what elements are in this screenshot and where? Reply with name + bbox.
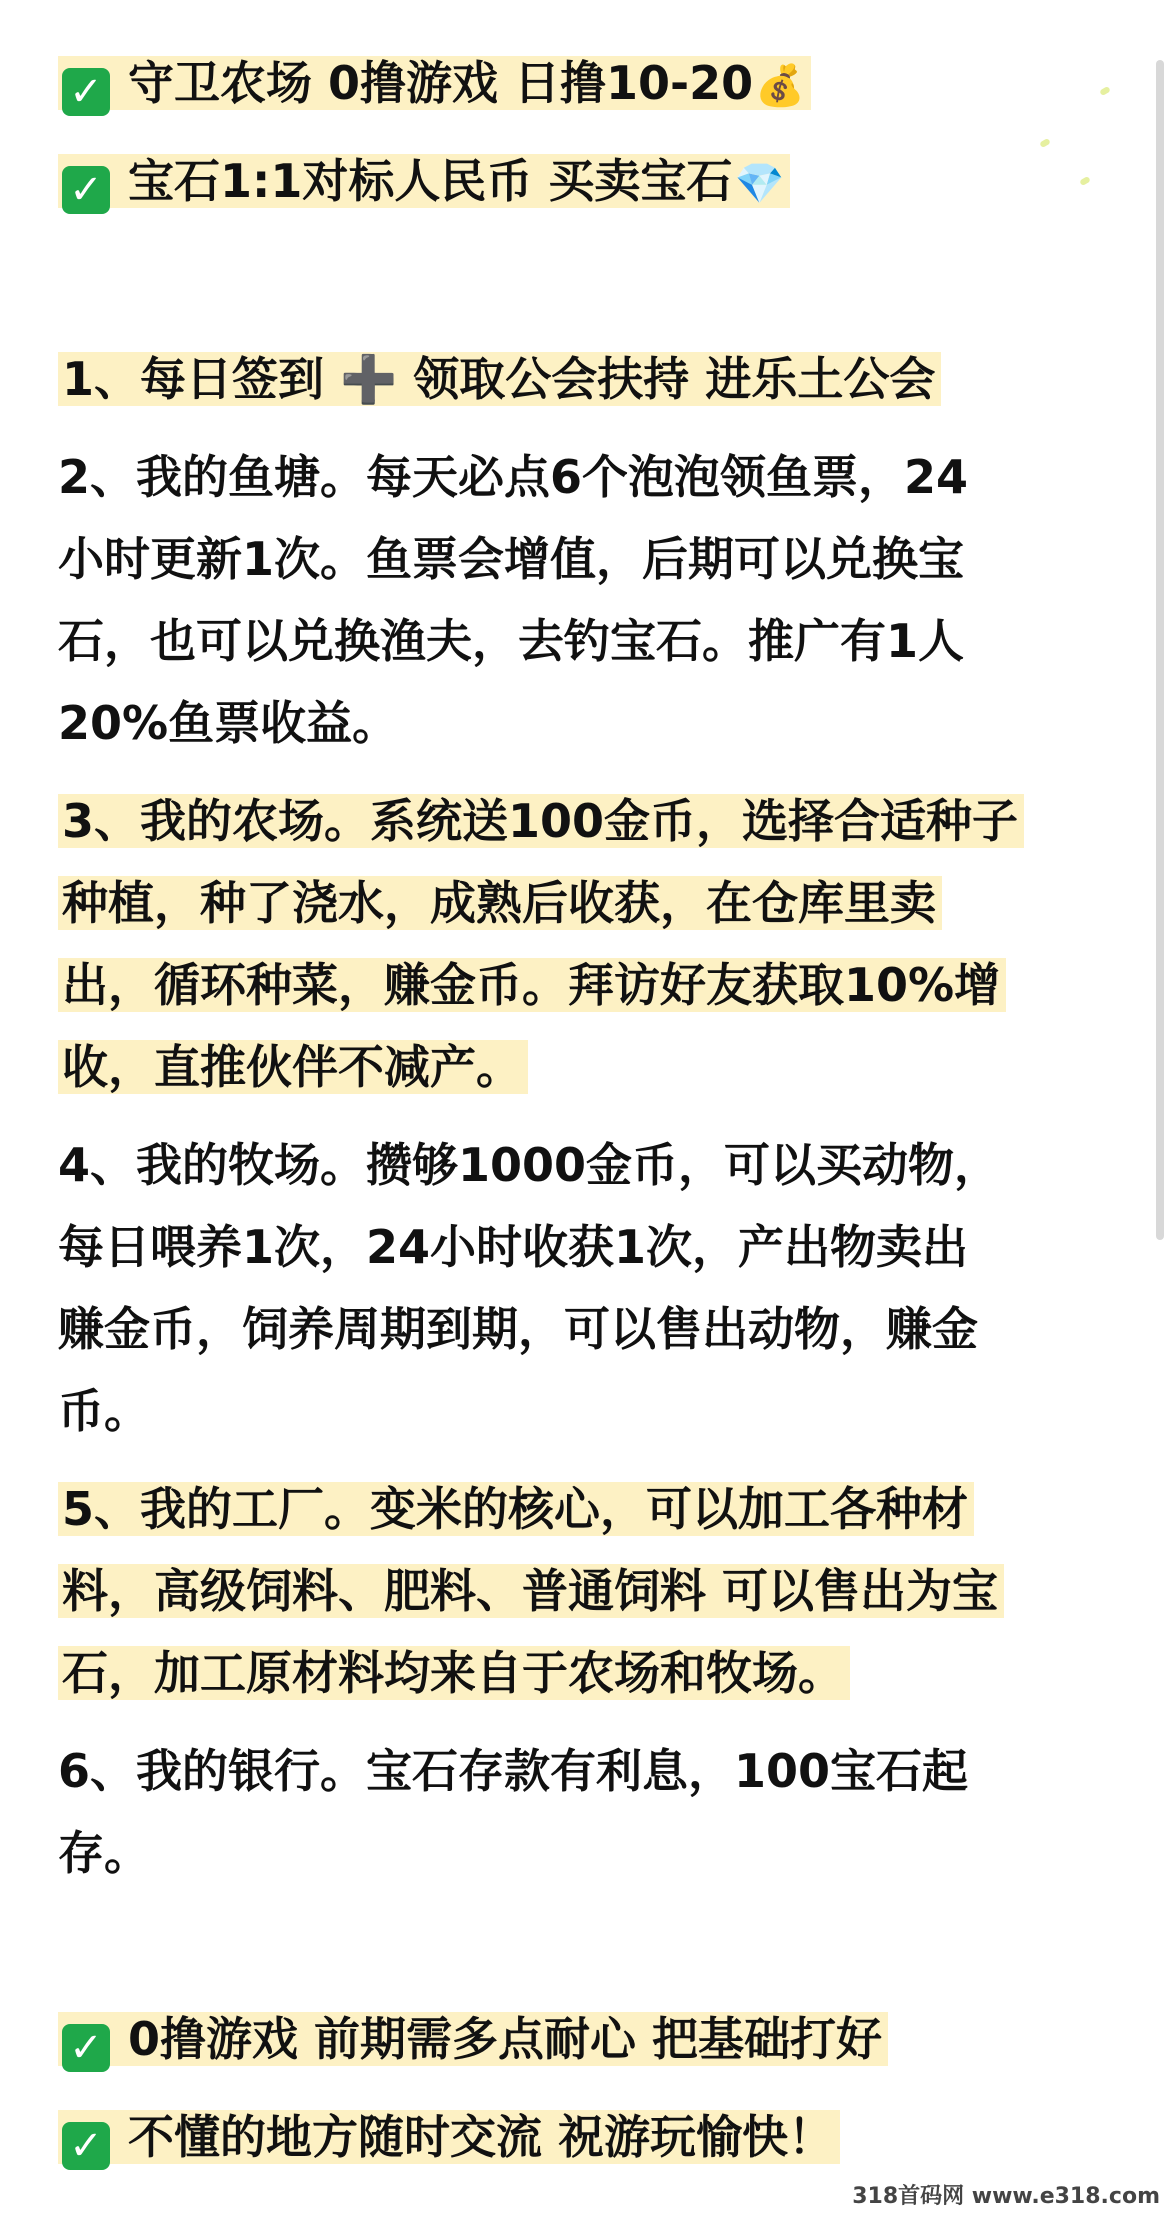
step-5-line-1: 5、我的工厂。变米的核心，可以加工各种材 [58,1468,974,1550]
scrollbar[interactable] [1156,60,1164,1240]
check-icon: ✓ [62,68,110,116]
step-3-line-1: 3、我的农场。系统送100金币，选择合适种子 [58,780,1024,862]
sparkle-decoration [1039,138,1051,148]
step-2-line-2: 小时更新1次。鱼票会增值，后期可以兑换宝 [58,532,965,586]
gem-icon: 💎 [734,161,785,207]
header-line-2-text: 宝石1:1对标人民币 买卖宝石 [128,154,733,208]
step-4-line-1: 4、我的牧场。攒够1000金币，可以买动物， [58,1138,1001,1192]
step-3-line-2: 种植，种了浇水，成熟后收获，在仓库里卖 [58,862,942,944]
sparkle-decoration [1099,86,1111,96]
footer-line-2 [58,2096,840,2178]
header-line-2 [58,140,790,222]
money-bag-icon: 💰 [755,63,805,109]
footer-line-1-text: 0撸游戏 前期需多点耐心 把基础打好 [128,2012,883,2066]
step-6-line-2: 存。 [58,1826,150,1880]
step-2-line-3: 石，也可以兑换渔夫，去钓宝石。推广有1人 [58,614,965,668]
check-icon: ✓ [62,166,110,214]
step-5-line-3: 石，加工原材料均来自于农场和牧场。 [58,1632,850,1714]
header-line-1 [58,42,811,124]
sparkle-decoration [1079,176,1091,186]
check-icon: ✓ [62,2024,110,2072]
check-icon: ✓ [62,2122,110,2170]
step-6-line-1: 6、我的银行。宝石存款有利息，100宝石起 [58,1744,969,1798]
step-4-line-3: 赚金币，饲养周期到期，可以售出动物，赚金 [58,1302,978,1356]
header-line-1-text: 守卫农场 0撸游戏 日撸10-20 [128,56,754,110]
step-3-line-4: 收，直推伙伴不减产。 [58,1026,528,1108]
footer-line-1 [58,1998,888,2080]
step-2-line-4: 20%鱼票收益。 [58,696,399,750]
step-1: 1、每日签到 ➕ 领取公会扶持 进乐土公会 [58,338,941,420]
step-4-line-4: 币。 [58,1384,150,1438]
step-5-line-2: 料，高级饲料、肥料、普通饲料 可以售出为宝 [58,1550,1004,1632]
footer-line-2-text: 不懂的地方随时交流 祝游玩愉快！ [128,2110,835,2164]
watermark: 318首码网 www.e318.com [852,2184,1160,2209]
step-3-line-3: 出，循环种菜，赚金币。拜访好友获取10%增 [58,944,1006,1026]
step-4-line-2: 每日喂养1次，24小时收获1次，产出物卖出 [58,1220,969,1274]
step-2-line-1: 2、我的鱼塘。每天必点6个泡泡领鱼票，24 [58,450,969,504]
